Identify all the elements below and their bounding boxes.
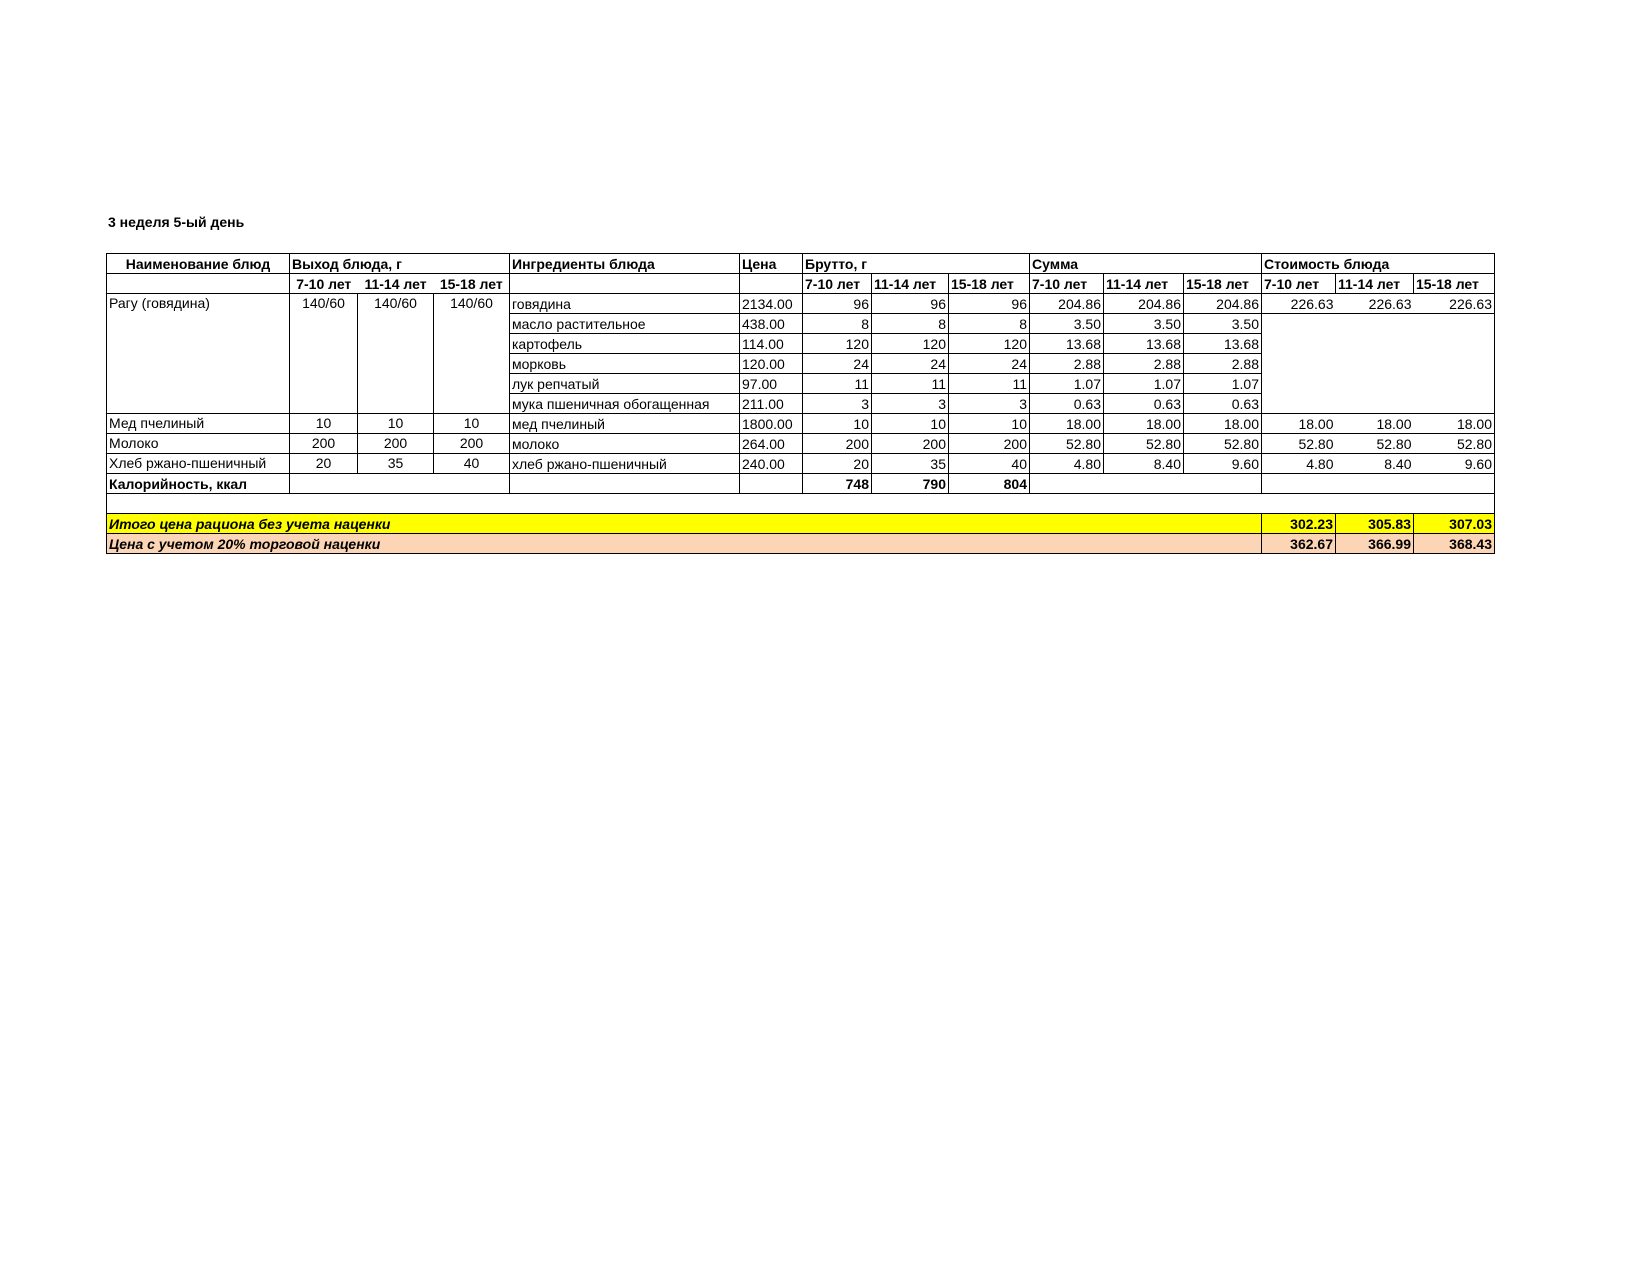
ingredient-sum: 3.50 xyxy=(1184,314,1262,334)
dish-cost: 226.63 xyxy=(1414,294,1495,314)
header-age: 7-10 лет xyxy=(1262,274,1336,294)
dish-output: 200 xyxy=(290,434,358,454)
header-empty xyxy=(740,274,803,294)
total-label: Цена с учетом 20% торговой наценки xyxy=(107,534,1262,554)
ingredient-sum: 204.86 xyxy=(1030,294,1104,314)
dish-output: 200 xyxy=(358,434,434,454)
ingredient-sum: 13.68 xyxy=(1184,334,1262,354)
menu-table-body xyxy=(107,254,1495,554)
ingredient-sum: 8.40 xyxy=(1104,454,1184,474)
total-value: 307.03 xyxy=(1414,514,1495,534)
header-age: 15-18 лет xyxy=(434,274,510,294)
ingredient-brutto: 24 xyxy=(803,354,872,374)
header-age: 11-14 лет xyxy=(358,274,434,294)
total-label: Итого цена рациона без учета наценки xyxy=(107,514,1262,534)
ingredient-sum: 2.88 xyxy=(1104,354,1184,374)
ingredient-price: 211.00 xyxy=(740,394,803,414)
ingredient-name: говядина xyxy=(510,294,740,314)
ingredient-brutto: 10 xyxy=(872,414,949,434)
ingredient-brutto: 8 xyxy=(803,314,872,334)
header-empty xyxy=(510,274,740,294)
header-age: 15-18 лет xyxy=(949,274,1030,294)
header-price: Цена xyxy=(740,254,803,274)
dish-output: 200 xyxy=(434,434,510,454)
ingredient-brutto: 200 xyxy=(949,434,1030,454)
dish-cost: 226.63 xyxy=(1262,294,1336,314)
header-brutto: Брутто, г xyxy=(803,254,1030,274)
cost-empty xyxy=(1262,314,1495,414)
ingredient-sum: 0.63 xyxy=(1030,394,1104,414)
ingredient-name: мука пшеничная обогащенная xyxy=(510,394,740,414)
ingredient-sum: 2.88 xyxy=(1184,354,1262,374)
header-empty xyxy=(107,274,290,294)
dish-output: 10 xyxy=(434,414,510,434)
ingredient-brutto: 10 xyxy=(949,414,1030,434)
ingredient-brutto: 8 xyxy=(949,314,1030,334)
dish-name: Молоко xyxy=(107,434,290,454)
calories-row xyxy=(107,474,1495,494)
table-row xyxy=(107,294,1495,314)
ingredient-price: 264.00 xyxy=(740,434,803,454)
header-sum: Сумма xyxy=(1030,254,1262,274)
ingredient-sum: 4.80 xyxy=(1030,454,1104,474)
ingredient-sum: 52.80 xyxy=(1030,434,1104,454)
ingredient-brutto: 120 xyxy=(872,334,949,354)
total-value: 302.23 xyxy=(1262,514,1336,534)
calories-empty xyxy=(510,474,740,494)
dish-cost: 226.63 xyxy=(1336,294,1414,314)
ingredient-brutto: 11 xyxy=(872,374,949,394)
ingredient-brutto: 3 xyxy=(872,394,949,414)
dish-cost: 52.80 xyxy=(1262,434,1336,454)
ingredient-sum: 1.07 xyxy=(1030,374,1104,394)
ingredient-sum: 0.63 xyxy=(1184,394,1262,414)
ingredient-price: 114.00 xyxy=(740,334,803,354)
ingredient-sum: 52.80 xyxy=(1104,434,1184,454)
dish-output: 35 xyxy=(358,454,434,474)
calories-empty xyxy=(1262,474,1495,494)
ingredient-name: лук репчатый xyxy=(510,374,740,394)
total-row xyxy=(107,514,1495,534)
table-row xyxy=(107,454,1495,474)
ingredient-brutto: 96 xyxy=(949,294,1030,314)
ingredient-sum: 13.68 xyxy=(1030,334,1104,354)
total-value: 305.83 xyxy=(1336,514,1414,534)
header-age: 11-14 лет xyxy=(1104,274,1184,294)
header-ages-row xyxy=(107,274,1495,294)
header-row xyxy=(107,254,1495,274)
ingredient-brutto: 200 xyxy=(803,434,872,454)
ingredient-name: масло растительное xyxy=(510,314,740,334)
table-row xyxy=(107,414,1495,434)
calories-value: 748 xyxy=(803,474,872,494)
total-value: 362.67 xyxy=(1262,534,1336,554)
dish-output: 10 xyxy=(290,414,358,434)
ingredient-sum: 204.86 xyxy=(1184,294,1262,314)
total-value: 366.99 xyxy=(1336,534,1414,554)
ingredient-brutto: 96 xyxy=(872,294,949,314)
ingredient-sum: 1.07 xyxy=(1184,374,1262,394)
calories-empty xyxy=(1030,474,1262,494)
dish-output: 20 xyxy=(290,454,358,474)
ingredient-sum: 1.07 xyxy=(1104,374,1184,394)
dish-name: Мед пчелиный xyxy=(107,414,290,434)
ingredient-sum: 18.00 xyxy=(1104,414,1184,434)
page-title: 3 неделя 5-ый день xyxy=(108,214,245,230)
ingredient-name: морковь xyxy=(510,354,740,374)
ingredient-price: 120.00 xyxy=(740,354,803,374)
ingredient-brutto: 24 xyxy=(872,354,949,374)
ingredient-sum: 2.88 xyxy=(1030,354,1104,374)
ingredient-sum: 52.80 xyxy=(1184,434,1262,454)
spacer-cell xyxy=(107,494,1495,514)
ingredient-brutto: 40 xyxy=(949,454,1030,474)
ingredient-brutto: 11 xyxy=(949,374,1030,394)
ingredient-name: картофель xyxy=(510,334,740,354)
dish-output: 140/60 xyxy=(290,294,358,414)
dish-cost: 9.60 xyxy=(1414,454,1495,474)
ingredient-price: 97.00 xyxy=(740,374,803,394)
ingredient-brutto: 24 xyxy=(949,354,1030,374)
dish-cost: 4.80 xyxy=(1262,454,1336,474)
menu-table xyxy=(106,253,1495,554)
ingredient-brutto: 120 xyxy=(803,334,872,354)
header-age: 15-18 лет xyxy=(1184,274,1262,294)
header-cost: Стоимость блюда xyxy=(1262,254,1495,274)
ingredient-brutto: 20 xyxy=(803,454,872,474)
header-age: 11-14 лет xyxy=(872,274,949,294)
ingredient-brutto: 200 xyxy=(872,434,949,454)
header-ingredients: Ингредиенты блюда xyxy=(510,254,740,274)
ingredient-sum: 0.63 xyxy=(1104,394,1184,414)
dish-cost: 52.80 xyxy=(1414,434,1495,454)
header-age: 7-10 лет xyxy=(803,274,872,294)
ingredient-sum: 13.68 xyxy=(1104,334,1184,354)
ingredient-name: хлеб ржано-пшеничный xyxy=(510,454,740,474)
spacer-row xyxy=(107,494,1495,514)
ingredient-price: 438.00 xyxy=(740,314,803,334)
ingredient-brutto: 120 xyxy=(949,334,1030,354)
ingredient-brutto: 10 xyxy=(803,414,872,434)
dish-output: 140/60 xyxy=(358,294,434,414)
total-value: 368.43 xyxy=(1414,534,1495,554)
ingredient-brutto: 96 xyxy=(803,294,872,314)
ingredient-price: 240.00 xyxy=(740,454,803,474)
ingredient-name: молоко xyxy=(510,434,740,454)
calories-value: 790 xyxy=(872,474,949,494)
header-age: 7-10 лет xyxy=(1030,274,1104,294)
dish-name: Хлеб ржано-пшеничный xyxy=(107,454,290,474)
ingredient-brutto: 11 xyxy=(803,374,872,394)
total-row xyxy=(107,534,1495,554)
dish-name: Рагу (говядина) xyxy=(107,294,290,414)
dish-cost: 18.00 xyxy=(1414,414,1495,434)
ingredient-brutto: 3 xyxy=(803,394,872,414)
header-age: 11-14 лет xyxy=(1336,274,1414,294)
calories-label: Калорийность, ккал xyxy=(107,474,290,494)
dish-cost: 18.00 xyxy=(1336,414,1414,434)
dish-output: 140/60 xyxy=(434,294,510,414)
calories-empty xyxy=(740,474,803,494)
header-dish-name: Наименование блюд xyxy=(107,254,290,274)
ingredient-brutto: 35 xyxy=(872,454,949,474)
ingredient-price: 1800.00 xyxy=(740,414,803,434)
ingredient-sum: 9.60 xyxy=(1184,454,1262,474)
dish-output: 40 xyxy=(434,454,510,474)
calories-value: 804 xyxy=(949,474,1030,494)
ingredient-name: мед пчелиный xyxy=(510,414,740,434)
dish-cost: 52.80 xyxy=(1336,434,1414,454)
ingredient-price: 2134.00 xyxy=(740,294,803,314)
ingredient-sum: 3.50 xyxy=(1030,314,1104,334)
ingredient-sum: 18.00 xyxy=(1184,414,1262,434)
ingredient-sum: 204.86 xyxy=(1104,294,1184,314)
calories-empty xyxy=(290,474,510,494)
dish-cost: 18.00 xyxy=(1262,414,1336,434)
ingredient-brutto: 3 xyxy=(949,394,1030,414)
header-output: Выход блюда, г xyxy=(290,254,510,274)
ingredient-sum: 3.50 xyxy=(1104,314,1184,334)
dish-output: 10 xyxy=(358,414,434,434)
ingredient-brutto: 8 xyxy=(872,314,949,334)
ingredient-sum: 18.00 xyxy=(1030,414,1104,434)
header-age: 7-10 лет xyxy=(290,274,358,294)
dish-cost: 8.40 xyxy=(1336,454,1414,474)
header-age: 15-18 лет xyxy=(1414,274,1495,294)
table-row xyxy=(107,434,1495,454)
